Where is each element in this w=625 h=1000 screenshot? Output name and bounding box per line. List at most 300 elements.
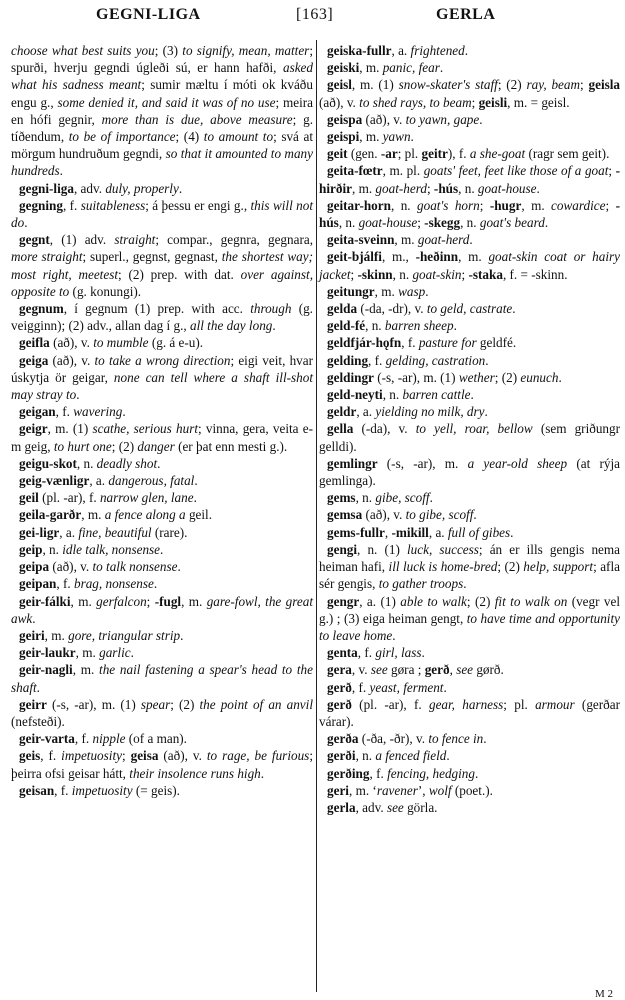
entry-headword: geldingr xyxy=(327,369,374,385)
entry-gloss: see xyxy=(386,799,404,815)
entry-headword: geirr xyxy=(19,696,47,712)
entry-text: , m. (1) xyxy=(351,77,399,93)
entry-text: . xyxy=(443,679,447,695)
entry-gloss: to hurt one xyxy=(53,438,112,454)
entry-text: , f. xyxy=(40,748,62,764)
dictionary-entry xyxy=(319,352,620,369)
entry-text: . xyxy=(36,679,40,695)
entry-text: . xyxy=(453,318,457,334)
dictionary-entry xyxy=(319,747,620,764)
entry-headword: geldr xyxy=(327,404,357,420)
entry-text: , m. xyxy=(359,60,383,76)
entry-gloss: through xyxy=(250,301,292,317)
entry-gloss: yawn xyxy=(382,129,411,145)
dictionary-entry xyxy=(11,334,313,351)
dictionary-entry xyxy=(319,59,620,76)
entry-gloss: the shortest way; most right, meetest xyxy=(11,249,313,282)
entry-gloss: frightened xyxy=(410,43,465,58)
entry-gloss: goat's beard xyxy=(479,215,545,231)
entry-text: , m. ‘ xyxy=(348,782,377,798)
entry-gloss: ill luck is home-bred xyxy=(388,559,498,575)
dictionary-entry xyxy=(319,317,620,334)
entry-gloss: to talk nonsense xyxy=(92,559,178,575)
entry-text: , n. (1) xyxy=(357,541,407,557)
entry-text: , m. (1) xyxy=(47,421,93,437)
entry-gloss: the nail fastening a spear's head to the shaft xyxy=(11,662,313,695)
entry-headword: geigan xyxy=(19,404,56,420)
entry-headword: gerði xyxy=(327,748,356,764)
entry-headword: geila-garðr xyxy=(19,507,82,523)
right-column xyxy=(319,42,620,816)
entry-text: (að), v. xyxy=(49,559,93,575)
entry-headword: -hirðir xyxy=(319,163,620,196)
entry-gloss: fencing, hedging xyxy=(387,765,475,781)
page-number: [163] xyxy=(296,6,334,23)
left-column xyxy=(11,42,313,799)
entry-text: (að), v. xyxy=(48,352,95,368)
entry-gloss: choose what best suits you xyxy=(11,43,155,58)
entry-gloss: barren sheep xyxy=(384,318,454,334)
entry-text: . xyxy=(122,404,126,420)
entry-gloss: to take a wrong direction xyxy=(94,352,231,368)
entry-gloss: more than is due, above measure xyxy=(101,111,293,127)
entry-text: ; xyxy=(121,748,131,764)
entry-text: . xyxy=(272,318,276,334)
entry-text: ; eigi veit, hvar úskytja ör geigar, xyxy=(11,352,313,385)
entry-headword: geitr xyxy=(421,146,448,162)
entry-text: , n. xyxy=(365,318,385,334)
entry-text: (að), v. xyxy=(362,111,406,127)
entry-gloss: spear xyxy=(140,696,171,712)
dictionary-entry xyxy=(319,799,620,816)
entry-text: , m. xyxy=(81,507,105,523)
dictionary-entry xyxy=(11,42,313,180)
entry-text: , f. xyxy=(368,352,386,368)
entry-text: ; (2) xyxy=(111,438,138,454)
entry-text: (sem griðungr gelldi). xyxy=(319,421,620,454)
entry-text: , m. xyxy=(359,129,383,145)
entry-text: (-da, -dr), v. xyxy=(357,301,427,317)
entry-gloss: over against, opposite to xyxy=(11,266,313,299)
entry-gloss: gibe, scoff xyxy=(375,490,430,506)
entry-gloss: narrow glen, lane xyxy=(99,490,194,506)
entry-gloss: this will not do xyxy=(11,197,313,231)
entry-text: , f. xyxy=(62,197,81,213)
entry-text: ; xyxy=(580,77,589,93)
entry-text: , m. xyxy=(181,593,207,609)
dictionary-entry xyxy=(319,111,620,128)
entry-text: ; xyxy=(479,197,490,213)
entry-text: , a. xyxy=(356,404,376,420)
entry-gloss: to yawn, gape xyxy=(405,111,480,127)
entry-gloss: idle talk, nonsense xyxy=(62,541,161,557)
entry-headword: gerð xyxy=(424,662,450,678)
entry-gloss: goat's horn xyxy=(417,197,480,213)
entry-gloss: suitableness xyxy=(80,197,146,213)
entry-text: ; á þessu er engi g., xyxy=(145,197,251,213)
entry-text: , f. xyxy=(369,765,388,781)
entry-text: , n. xyxy=(76,455,97,471)
entry-gloss: see xyxy=(456,662,474,678)
entry-headword: geig-vænligr xyxy=(19,473,90,489)
entry-headword: geiga xyxy=(19,352,49,368)
entry-headword: geiski xyxy=(327,60,360,76)
entry-text: . xyxy=(510,524,514,540)
entry-text: , m. xyxy=(521,197,552,213)
entry-text: . xyxy=(410,129,414,145)
entry-text: (at rýja gemlinga). xyxy=(319,455,620,489)
dictionary-entry xyxy=(11,197,313,231)
entry-gloss: goat-house xyxy=(358,215,418,231)
entry-gloss: to yell, roar, bellow xyxy=(415,421,533,437)
entry-gloss: wasp xyxy=(398,283,426,299)
entry-headword: geil xyxy=(19,490,39,506)
entry-text: (g. konungi). xyxy=(69,283,142,299)
entry-text: ; sumir mæltu í móti ok kváðu engu g., xyxy=(11,77,313,110)
dictionary-entry xyxy=(319,524,620,541)
entry-text: ; án er ills gengis nema heiman hafi, xyxy=(319,541,620,575)
entry-gloss: gear, harness xyxy=(428,696,504,712)
dictionary-entry xyxy=(11,180,313,197)
dictionary-entry xyxy=(11,420,313,454)
entry-gloss: garlic xyxy=(99,645,131,661)
dictionary-entry xyxy=(11,593,313,627)
entry-gloss: a fence along a xyxy=(104,507,186,523)
entry-gloss: a year-old sheep xyxy=(467,455,568,471)
dictionary-entry xyxy=(319,231,620,248)
entry-text: (g. veigginn); (2) adv., allan dag í g., xyxy=(11,301,313,334)
entry-text: (að), v. xyxy=(362,507,406,523)
entry-text: , a. xyxy=(89,473,109,489)
entry-headword: -skinn xyxy=(357,266,393,282)
entry-gloss: gerfalcon xyxy=(96,593,147,609)
entry-headword: gegni-liga xyxy=(19,180,74,196)
entry-text: ; xyxy=(417,215,425,231)
entry-text: . xyxy=(484,404,488,420)
entry-gloss: impetuosity xyxy=(61,748,122,764)
entry-text: , n. xyxy=(390,197,417,213)
entry-headword: geipan xyxy=(19,576,57,592)
entry-gloss: to fence in xyxy=(428,731,484,747)
entry-gloss: nipple xyxy=(92,731,126,747)
entry-gloss: barren cattle xyxy=(402,387,471,403)
entry-text: ; superl., gegnst, gegnast, xyxy=(82,249,222,265)
entry-gloss: gore, triangular strip xyxy=(68,627,181,643)
entry-text: (pl. -ar), f. xyxy=(38,490,100,506)
entry-headword: gera xyxy=(327,662,352,678)
entry-gloss: luck, success xyxy=(406,541,479,557)
entry-text: , í gegnum (1) prep. with acc. xyxy=(63,301,251,317)
entry-text: . xyxy=(157,455,161,471)
entry-text: ; (2) xyxy=(494,369,521,385)
entry-text: (pl. -ar), f. xyxy=(351,696,429,712)
entry-text: (gerðar várar). xyxy=(319,696,621,729)
entry-headword: geit-bjálfi xyxy=(327,249,382,265)
entry-headword: geigu-skot xyxy=(19,455,77,471)
dictionary-entry xyxy=(319,369,620,386)
entry-gloss: some denied it, and said it was of no use xyxy=(57,94,276,110)
entry-text: , m. xyxy=(44,627,69,643)
entry-gloss: duly, properly xyxy=(105,180,179,196)
entry-text: . xyxy=(470,387,474,403)
entry-text: . xyxy=(446,748,450,764)
entry-text: . xyxy=(463,576,467,592)
dictionary-entry xyxy=(11,730,313,747)
entry-text: . xyxy=(59,163,63,179)
entry-gloss: so that it amounted to many hundreds xyxy=(11,146,313,179)
entry-headword: geis xyxy=(19,748,41,764)
dictionary-entry xyxy=(11,661,313,695)
entry-gloss: straight xyxy=(114,232,156,248)
entry-text: . xyxy=(558,369,562,385)
entry-headword: geispi xyxy=(327,129,360,145)
entry-headword: geisa xyxy=(130,748,159,764)
entry-headword: geita-fœtr xyxy=(327,163,383,179)
entry-headword: gerðing xyxy=(327,765,370,781)
entry-headword: gelda xyxy=(327,301,358,317)
entry-headword: gengr xyxy=(327,593,360,609)
entry-text: ; pl. xyxy=(397,146,422,162)
entry-text: ; (2) xyxy=(497,77,527,93)
entry-text: ; (3) xyxy=(154,43,183,58)
entry-text: (-ða, -ðr), v. xyxy=(358,731,429,747)
entry-text: ; xyxy=(608,163,616,179)
dictionary-entry xyxy=(319,541,620,593)
right-headword: GERLA xyxy=(436,6,496,23)
dictionary-entry xyxy=(11,455,313,472)
entry-text: , n. xyxy=(458,180,478,196)
entry-headword: gegnum xyxy=(19,301,64,317)
entry-text: , v. xyxy=(351,662,371,678)
entry-text: ; (2) xyxy=(497,559,524,575)
entry-text: (-da), v. xyxy=(353,421,416,437)
dictionary-entry xyxy=(319,334,620,351)
entry-gloss: goats' feet, feet like those of a goat xyxy=(423,163,609,179)
entry-headword: gems xyxy=(327,490,356,506)
entry-headword: geisl xyxy=(327,77,352,93)
entry-headword: genta xyxy=(327,645,358,661)
entry-gloss: to be of importance xyxy=(68,129,176,145)
entry-text: , f. = -skinn. xyxy=(502,266,568,282)
entry-headword: geir-nagli xyxy=(19,662,73,678)
entry-text: (er þat enn mesti g.). xyxy=(174,438,288,454)
entry-gloss: to geld, castrate xyxy=(426,301,513,317)
dictionary-entry xyxy=(319,661,620,678)
dictionary-entry xyxy=(319,420,620,454)
dictionary-entry xyxy=(11,627,313,644)
entry-gloss: all the day long xyxy=(189,318,273,334)
entry-gloss: a she-goat xyxy=(469,146,526,162)
entry-gloss: to have time and opportunity to leave home xyxy=(319,610,620,643)
entry-gloss: to gibe, scoff xyxy=(405,507,474,523)
entry-text: , m. xyxy=(70,593,97,609)
dictionary-entry xyxy=(319,765,620,782)
entry-headword: geisan xyxy=(19,782,55,798)
entry-headword: geldfjár-hǫfn xyxy=(327,335,402,351)
entry-text: . xyxy=(130,645,134,661)
entry-gloss: wolf xyxy=(428,782,452,798)
dictionary-entry xyxy=(11,696,313,730)
dictionary-entry xyxy=(319,386,620,403)
page-header xyxy=(0,6,625,28)
entry-headword: -hugr xyxy=(489,197,522,213)
entry-text: . xyxy=(178,180,183,196)
entry-text: , a. xyxy=(59,524,79,540)
entry-text: . xyxy=(469,232,473,248)
dictionary-entry xyxy=(11,782,313,799)
entry-text: ; afla sér gengis, xyxy=(319,559,620,592)
entry-text: . xyxy=(485,352,489,368)
dictionary-entry xyxy=(319,283,620,300)
dictionary-entry xyxy=(11,403,313,420)
entry-text: (rare). xyxy=(151,524,188,540)
dictionary-entry xyxy=(319,76,620,110)
entry-headword: geri xyxy=(327,782,349,798)
entry-text: (að), v. xyxy=(158,748,207,764)
entry-text: . xyxy=(544,215,549,231)
entry-text: , m. xyxy=(72,662,100,678)
entry-text: . xyxy=(429,490,433,506)
entry-text: (að), v. xyxy=(49,335,94,351)
entry-text: . xyxy=(160,541,164,557)
entry-headword: geir-varta xyxy=(19,731,75,747)
entry-gloss: fine, beautiful xyxy=(78,524,152,540)
entry-text: ; (2) xyxy=(170,696,200,712)
entry-text: , xyxy=(384,524,392,540)
entry-text: , a. xyxy=(391,43,411,58)
entry-text: , n. xyxy=(392,266,413,282)
entry-gloss: to signify, mean, matter xyxy=(182,43,310,58)
dictionary-entry xyxy=(11,558,313,575)
entry-headword: gei-ligr xyxy=(19,524,60,540)
entry-headword: gems-fullr xyxy=(327,524,385,540)
entry-gloss: dangerous, fatal xyxy=(108,473,195,489)
entry-text: geldfé. xyxy=(476,335,517,351)
entry-headword: geigr xyxy=(19,421,48,437)
entry-gloss: the point of an anvil xyxy=(199,696,313,712)
dictionary-entry xyxy=(11,300,313,334)
dictionary-entry xyxy=(11,524,313,541)
dictionary-entry xyxy=(11,644,313,661)
entry-text: ; (2) xyxy=(466,593,495,609)
entry-gloss: to rage, be furious xyxy=(206,748,310,764)
dictionary-entry xyxy=(319,696,620,730)
entry-text: . xyxy=(24,215,28,231)
entry-text: gørð. xyxy=(473,662,504,678)
entry-text: , n. xyxy=(338,215,359,231)
entry-text: . xyxy=(392,627,396,643)
dictionary-entry xyxy=(11,352,313,404)
entry-text: , m. xyxy=(351,180,376,196)
entry-headword: gelding xyxy=(327,352,369,368)
entry-text: (g. á e-u). xyxy=(148,335,204,351)
dictionary-entry xyxy=(319,403,620,420)
entry-headword: geitar-horn xyxy=(327,197,391,213)
dictionary-entry xyxy=(11,472,313,489)
entry-text: ; spurði, hverju gegndi úgleði sú, er hann hafði, xyxy=(11,43,313,76)
entry-headword: geld-fé xyxy=(327,318,366,334)
entry-text: (= geis). xyxy=(132,782,180,798)
dictionary-entry xyxy=(319,248,620,282)
entry-text: , a. (1) xyxy=(359,593,401,609)
entry-text: . xyxy=(193,490,197,506)
dictionary-entry xyxy=(11,489,313,506)
entry-text: ; g. tíðendum, xyxy=(11,111,314,145)
entry-headword: -fugl xyxy=(154,593,182,609)
entry-text: gøra ; xyxy=(387,662,425,678)
entry-text: . xyxy=(464,43,469,58)
entry-headword: geiri xyxy=(19,627,45,643)
entry-headword: geifla xyxy=(19,335,50,351)
entry-text: . xyxy=(153,576,158,592)
entry-text: ; meira en hófi gegnir, xyxy=(11,94,313,127)
entry-text: (vegr vel g.) ; (3) eiga heiman gengt, xyxy=(319,593,621,626)
entry-gloss: girl, lass xyxy=(375,645,422,661)
entry-gloss: none can tell where a shaft ill-shot may stray to xyxy=(11,369,313,403)
entry-text: . xyxy=(536,180,540,196)
entry-gloss: gare-fowl, the great awk xyxy=(11,593,313,626)
dictionary-entry xyxy=(11,747,313,781)
entry-gloss: goat-house xyxy=(477,180,537,196)
entry-text: ; xyxy=(461,266,469,282)
entry-text: ; xyxy=(350,266,358,282)
entry-text: ; þeirra ofsi geisar hátt, xyxy=(11,748,313,781)
entry-gloss: to gather troops xyxy=(378,576,464,592)
left-headword: GEGNI-LIGA xyxy=(96,6,201,23)
entry-headword: gemlingr xyxy=(327,455,378,471)
entry-gloss: more straight xyxy=(11,249,83,265)
entry-text: , m. = geisl. xyxy=(507,94,570,110)
entry-headword: geir-laukr xyxy=(19,645,76,661)
entry-text: (-s, -ar), m. (1) xyxy=(46,696,141,712)
dictionary-entry xyxy=(319,782,620,799)
entry-text: , n. xyxy=(382,387,403,403)
entry-text: . xyxy=(260,765,265,781)
entry-text: ; pl. xyxy=(503,696,536,712)
entry-gloss: panic, fear xyxy=(382,60,440,76)
entry-text: görla. xyxy=(403,799,438,815)
dictionary-entry xyxy=(319,145,620,162)
entry-text: ; svá at mörgum hundruðum gegndi, xyxy=(11,129,314,162)
entry-gloss: goat-skin xyxy=(412,266,462,282)
entry-headword: geitungr xyxy=(327,283,375,299)
entry-text: , (1) adv. xyxy=(49,232,115,248)
entry-headword: gegnt xyxy=(19,232,50,248)
dictionary-entry xyxy=(319,644,620,661)
entry-gloss: cowardice xyxy=(551,197,606,213)
entry-text: , adv. xyxy=(355,799,387,815)
entry-text: , m., xyxy=(381,249,416,265)
entry-headword: geit xyxy=(327,146,348,162)
entry-headword: -ar xyxy=(380,146,398,162)
entry-text: . xyxy=(475,765,479,781)
entry-text: , f. xyxy=(54,782,72,798)
entry-text: ; compar., gegnra, gegnara, xyxy=(155,232,314,248)
entry-headword: gella xyxy=(327,421,354,437)
entry-headword: geld-neyti xyxy=(327,387,383,403)
entry-text: , m. xyxy=(394,232,418,248)
entry-gloss: to shed rays, to beam xyxy=(359,94,472,110)
entry-text: (-s, -ar), m. xyxy=(377,455,468,471)
entry-text: , n. xyxy=(460,215,480,231)
entry-headword: geisla xyxy=(588,77,621,93)
entry-text: , f. xyxy=(401,335,419,351)
entry-headword: -hús xyxy=(319,197,620,231)
entry-gloss: danger xyxy=(137,438,175,454)
entry-text: . xyxy=(177,559,181,575)
entry-text: (-s, -ar), m. (1) xyxy=(373,369,459,385)
entry-headword: gegning xyxy=(19,197,63,213)
